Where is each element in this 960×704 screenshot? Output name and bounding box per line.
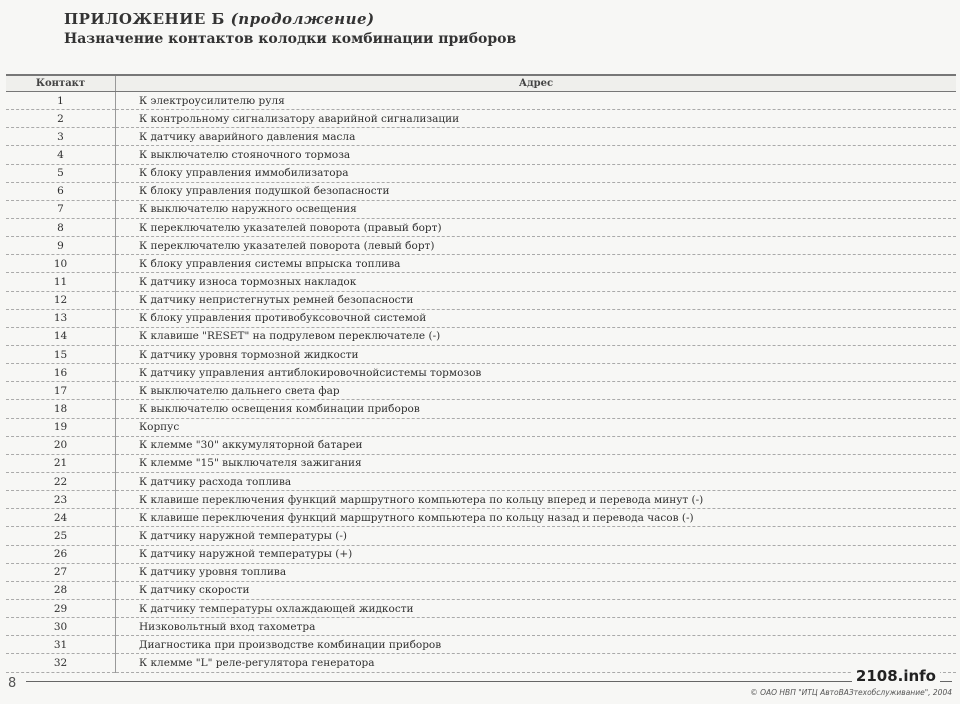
contact-address-cell: Низковольтный вход тахометра: [116, 618, 957, 636]
contact-number-cell: 21: [6, 454, 116, 472]
table-header-row: [6, 75, 956, 92]
table-row: [6, 563, 956, 581]
contact-address-cell: К блоку управления системы впрыска топлива: [116, 255, 957, 273]
contact-address-cell: К датчику уровня топлива: [116, 563, 957, 581]
contact-address-cell: К датчику расхода топлива: [116, 472, 957, 490]
contact-number-cell: 13: [6, 309, 116, 327]
column-header-contact: Контакт: [6, 75, 116, 92]
contacts-table: [6, 74, 956, 673]
contact-address-cell: К переключателю указателей поворота (левый борт): [116, 237, 957, 255]
contact-number-cell: 2: [6, 110, 116, 128]
table-row: [6, 491, 956, 509]
contact-address-cell: К клемме "L" реле-регулятора генератора: [116, 654, 957, 672]
copyright-notice: © ОАО НВП "ИТЦ АвтоВАЗтехобслуживание", 2004: [750, 688, 952, 697]
table-row: [6, 92, 956, 110]
table-row: [6, 636, 956, 654]
table-row: [6, 345, 956, 363]
table-row: [6, 364, 956, 382]
contact-number-cell: 7: [6, 200, 116, 218]
contact-address-cell: К датчику управления антиблокировочнойсистемы тормозов: [116, 364, 957, 382]
contact-number-cell: 14: [6, 327, 116, 345]
table-row: [6, 164, 956, 182]
appendix-title-prefix: ПРИЛОЖЕНИЕ Б: [64, 10, 225, 28]
contact-number-cell: 19: [6, 418, 116, 436]
table-row: [6, 618, 956, 636]
table-row: [6, 128, 956, 146]
table-row: [6, 237, 956, 255]
contact-number-cell: 16: [6, 364, 116, 382]
contact-number-cell: 15: [6, 345, 116, 363]
table-row: [6, 309, 956, 327]
site-watermark: 2108.info: [852, 667, 940, 685]
contacts-table-container: [6, 74, 956, 673]
contact-address-cell: К блоку управления противобуксовочной системой: [116, 309, 957, 327]
contact-address-cell: К клавише "RESET" на подрулевом переключателе (-): [116, 327, 957, 345]
contact-address-cell: К датчику непристегнутых ремней безопасности: [116, 291, 957, 309]
contact-number-cell: 23: [6, 491, 116, 509]
contact-address-cell: К блоку управления подушкой безопасности: [116, 182, 957, 200]
table-row: [6, 218, 956, 236]
table-row: [6, 581, 956, 599]
contact-address-cell: К блоку управления иммобилизатора: [116, 164, 957, 182]
contact-address-cell: Корпус: [116, 418, 957, 436]
appendix-title: [64, 10, 516, 28]
contact-number-cell: 1: [6, 92, 116, 110]
table-row: [6, 291, 956, 309]
contact-number-cell: 26: [6, 545, 116, 563]
table-row: [6, 273, 956, 291]
contact-number-cell: 27: [6, 563, 116, 581]
table-row: [6, 182, 956, 200]
contact-number-cell: 8: [6, 218, 116, 236]
table-row: [6, 654, 956, 672]
table-row: [6, 327, 956, 345]
table-row: [6, 454, 956, 472]
table-row: [6, 599, 956, 617]
contact-address-cell: К датчику уровня тормозной жидкости: [116, 345, 957, 363]
table-row: [6, 418, 956, 436]
contact-number-cell: 28: [6, 581, 116, 599]
contact-number-cell: 5: [6, 164, 116, 182]
contact-number-cell: 22: [6, 472, 116, 490]
contact-number-cell: 3: [6, 128, 116, 146]
contact-address-cell: Диагностика при производстве комбинации приборов: [116, 636, 957, 654]
contact-number-cell: 24: [6, 509, 116, 527]
contact-address-cell: К выключателю дальнего света фар: [116, 382, 957, 400]
contact-number-cell: 25: [6, 527, 116, 545]
contact-number-cell: 10: [6, 255, 116, 273]
contact-address-cell: К контрольному сигнализатору аварийной сигнализации: [116, 110, 957, 128]
table-row: [6, 509, 956, 527]
table-row: [6, 382, 956, 400]
contact-address-cell: К выключателю стояночного тормоза: [116, 146, 957, 164]
contact-number-cell: 17: [6, 382, 116, 400]
contact-address-cell: К выключателю освещения комбинации приборов: [116, 400, 957, 418]
contact-number-cell: 18: [6, 400, 116, 418]
contact-number-cell: 4: [6, 146, 116, 164]
contact-number-cell: 9: [6, 237, 116, 255]
table-row: [6, 200, 956, 218]
table-body: [6, 92, 956, 673]
contact-number-cell: 30: [6, 618, 116, 636]
contact-address-cell: К датчику наружной температуры (-): [116, 527, 957, 545]
table-row: [6, 255, 956, 273]
contact-address-cell: К датчику аварийного давления масла: [116, 128, 957, 146]
contact-address-cell: К переключателю указателей поворота (правый борт): [116, 218, 957, 236]
appendix-title-suffix: (продолжение): [230, 10, 375, 28]
column-header-address: Адрес: [116, 75, 957, 92]
table-subtitle: Назначение контактов колодки комбинации приборов: [64, 31, 517, 47]
page-heading: [64, 10, 516, 47]
contact-address-cell: К клемме "15" выключателя зажигания: [116, 454, 957, 472]
table-row: [6, 436, 956, 454]
contact-number-cell: 29: [6, 599, 116, 617]
contact-address-cell: К датчику наружной температуры (+): [116, 545, 957, 563]
contact-address-cell: К электроусилителю руля: [116, 92, 957, 110]
table-row: [6, 110, 956, 128]
contact-address-cell: К выключателю наружного освещения: [116, 200, 957, 218]
footer-divider: [26, 681, 952, 682]
page-number: 8: [8, 676, 17, 691]
contact-address-cell: К датчику скорости: [116, 581, 957, 599]
contact-address-cell: К клемме "30" аккумуляторной батареи: [116, 436, 957, 454]
contact-address-cell: К клавише переключения функций маршрутного компьютера по кольцу вперед и перевода минут (-): [116, 491, 957, 509]
contact-number-cell: 31: [6, 636, 116, 654]
contact-address-cell: К датчику износа тормозных накладок: [116, 273, 957, 291]
table-row: [6, 146, 956, 164]
table-row: [6, 545, 956, 563]
contact-number-cell: 11: [6, 273, 116, 291]
table-row: [6, 472, 956, 490]
contact-address-cell: К датчику температуры охлаждающей жидкости: [116, 599, 957, 617]
contact-number-cell: 6: [6, 182, 116, 200]
contact-number-cell: 20: [6, 436, 116, 454]
table-row: [6, 400, 956, 418]
contact-number-cell: 32: [6, 654, 116, 672]
table-row: [6, 527, 956, 545]
contact-number-cell: 12: [6, 291, 116, 309]
contact-address-cell: К клавише переключения функций маршрутного компьютера по кольцу назад и перевода часов (-): [116, 509, 957, 527]
